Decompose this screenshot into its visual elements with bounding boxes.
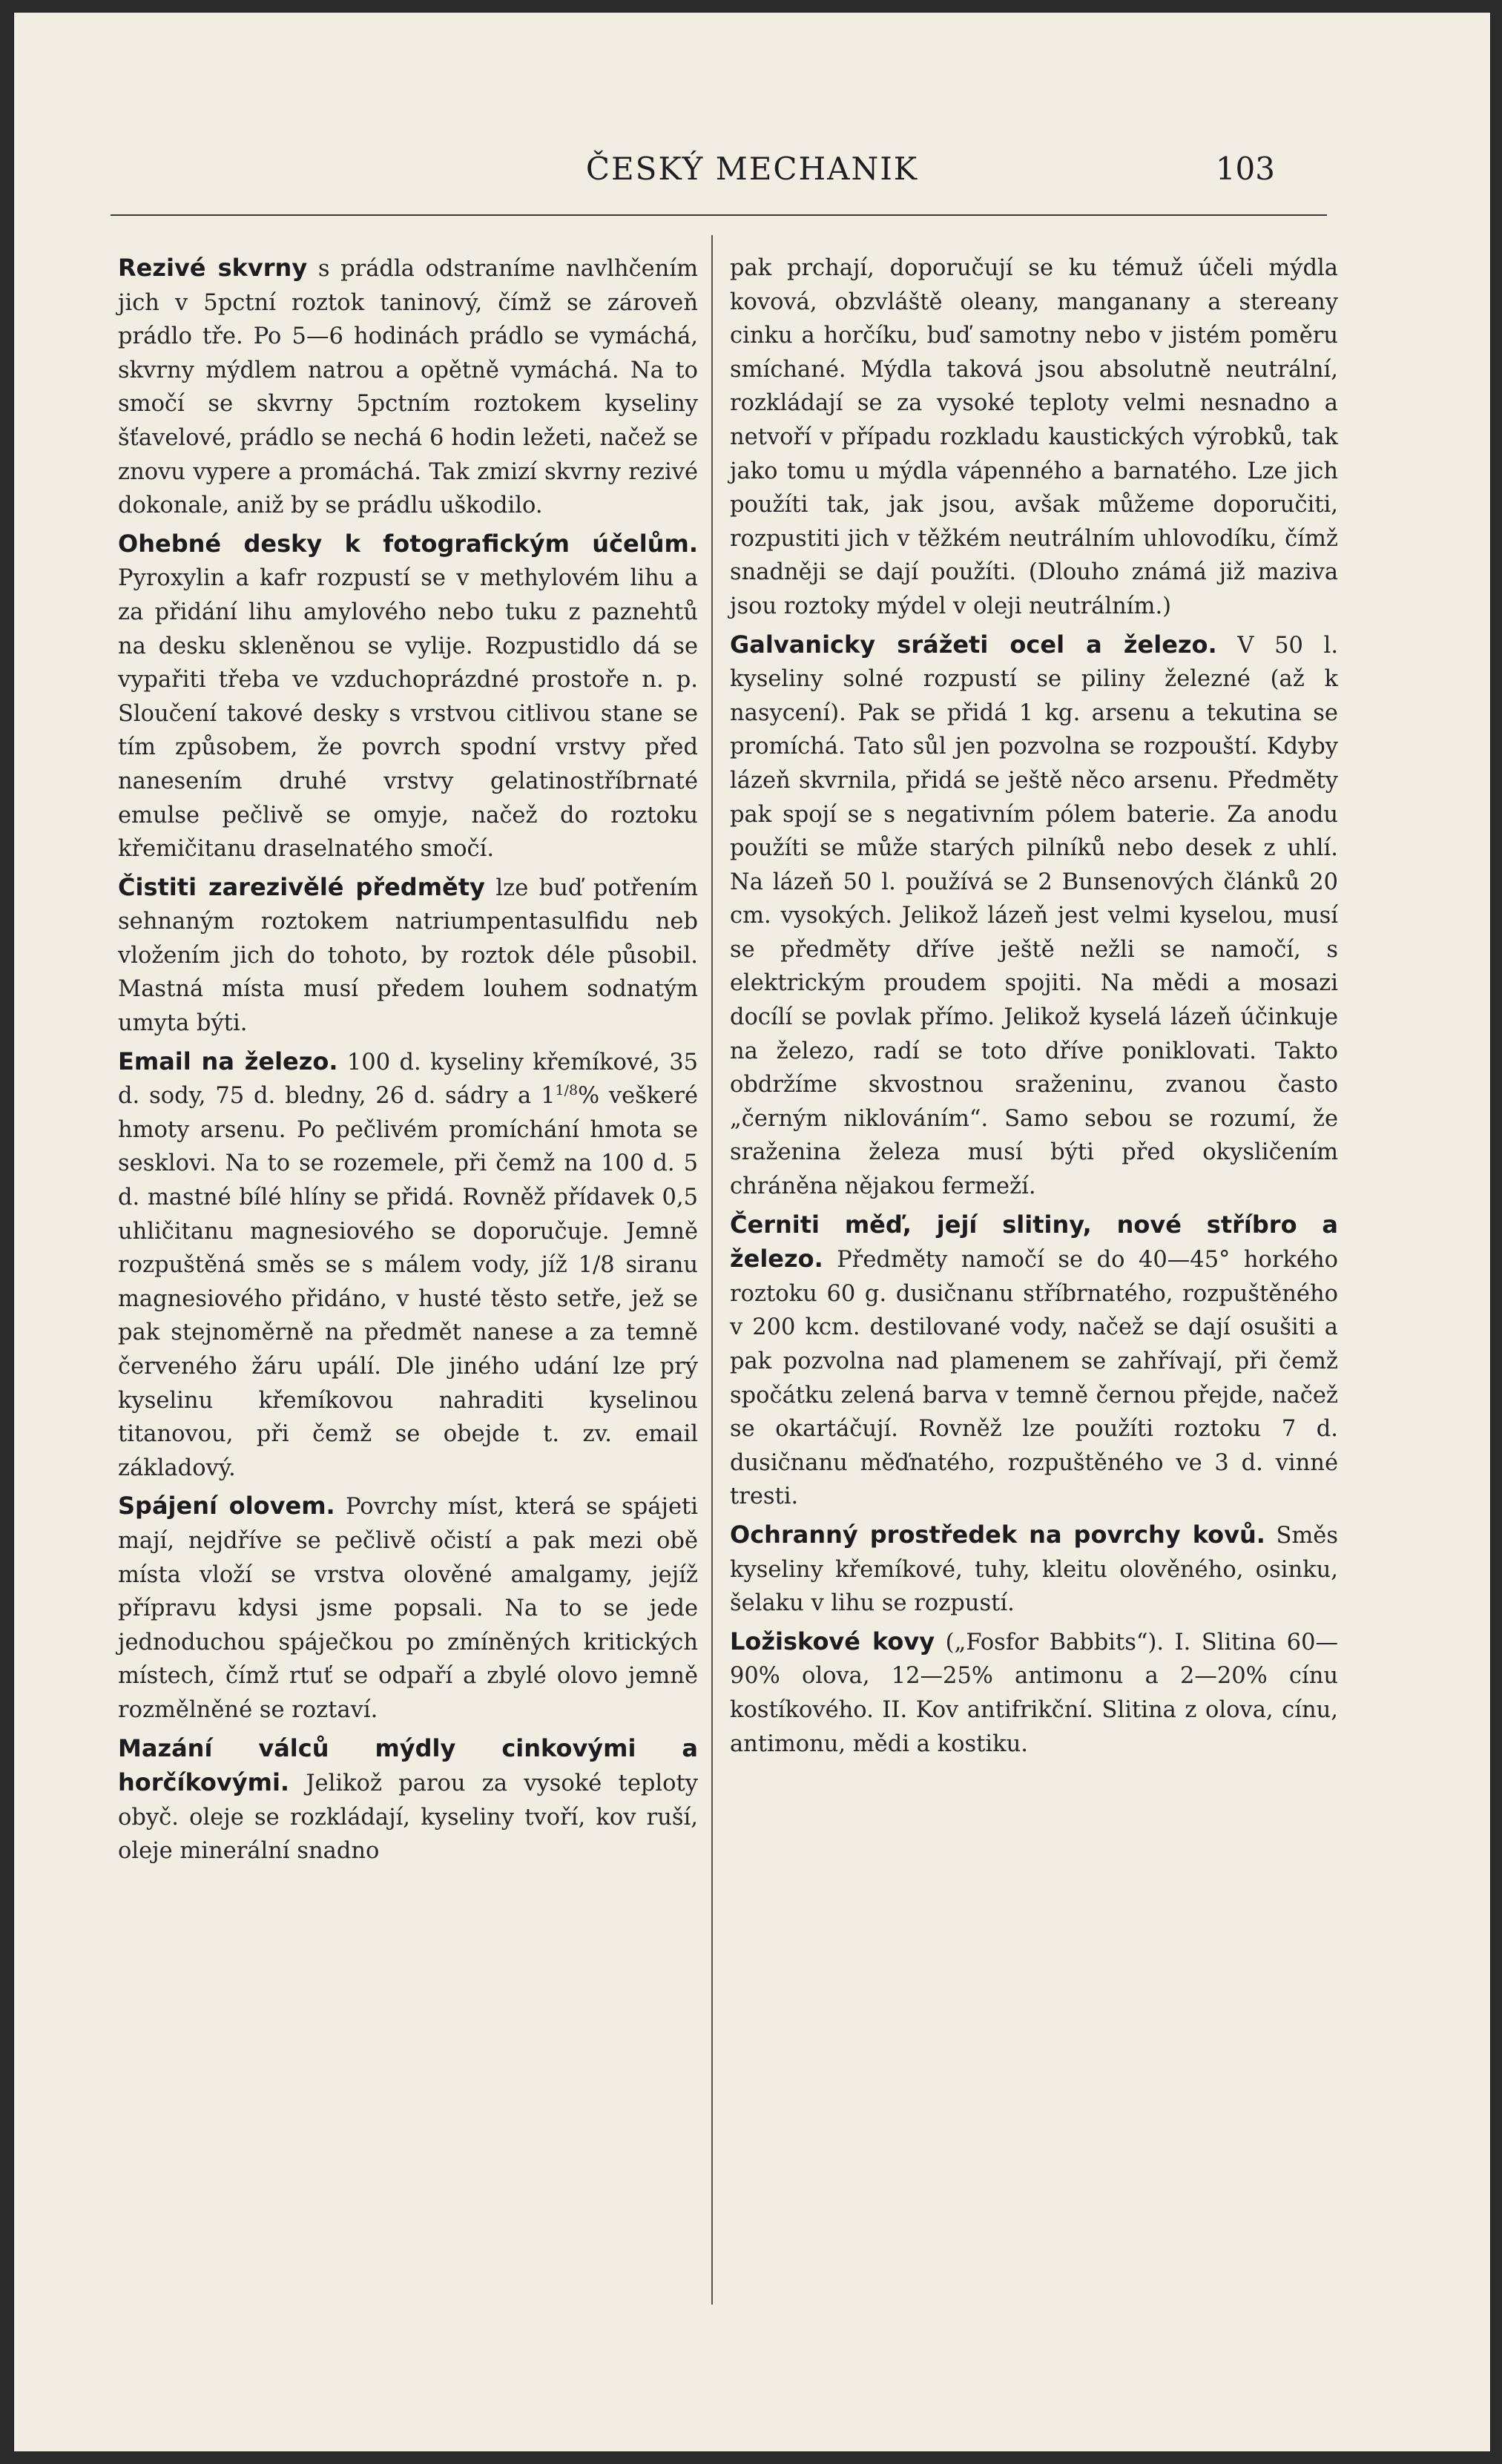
article-ohebne-desky <box>118 527 698 866</box>
article-heading: Email na železo. <box>118 1047 338 1075</box>
article-body: V 50 l. kyseliny solné rozpustí se piliny železné (až k nasycení). Pak se přidá 1 kg. arsenu a tekutina se promíchá. Tato sůl jen pozvolna se rozpouští. Kdyby lázeň skvrnila, přidá se ještě něco arsenu. Předměty pak spojí se s negativním pólem baterie. Za anodu použíti se může starých pilníků nebo desek z uhlí. Na lázeň 50 l. používá se 2 Bunsenových článků 20 cm. vysokých. Jelikož lázeň jest velmi kyselou, musí se předměty dříve ještě nežli se namočí, s elektrickým proudem spojiti. Na mědi a mosazi docílí se povlak přímo. Jelikož kyselá lázeň účinkuje na železo, radí se toto dříve poniklovati. Takto obdržíme skvostnou sraženinu, zvanou často „černým niklováním“. Samo sebou se rozumí, že sraženina železa musí býti před okysličením chráněna nějakou fermeží. <box>730 632 1339 1200</box>
article-body: lze buď potřením sehnaným roztokem natriumpentasulfidu neb vložením jich do tohoto, by roztok déle působil. Mastná místa musí předem louhem sodnatým umyta býti. <box>118 874 698 1037</box>
article-continuation <box>730 251 1338 624</box>
article-heading: Rezivé skvrny <box>118 254 308 282</box>
article-body: 100 d. kyseliny křemíkové, 35 d. sody, 75 d. bledny, 26 d. sádry a 1 <box>118 1049 699 1110</box>
article-cerniti-med <box>730 1208 1338 1514</box>
fraction: 1/8 <box>555 1082 579 1099</box>
column-divider <box>711 235 713 2305</box>
left-column <box>118 251 698 1868</box>
article-spajeni-olovem <box>118 1489 698 1727</box>
header-rule <box>111 214 1327 216</box>
article-cistiti-predmety <box>118 871 698 1041</box>
article-heading: Čistiti zarezivělé předměty <box>118 872 485 901</box>
article-heading: Mazání válců mýdly cinkovými a horčíkovými. <box>118 1733 698 1797</box>
article-email-na-zelezo <box>118 1045 698 1486</box>
article-body-continued: % veškeré hmoty arsenu. Po pečlivém promíchání hmota se sesklovi. Na to se rozemele, při čemž na 100 d. 5 d. mastné bílé hlíny se přidá. Rovněž přídavek 0,5 uhličitanu magnesiového se doporučuje. Jemně rozpuštěná směs se s málem vody, jíž 1/8 siranu magnesiového přidáno, v husté těsto setře, jež se pak stejnoměrně na předmět nanese a za temně červeného žáru upálí. Dle jiného udání lze prý kyselinu křemíkovou nahraditi kyselinou titanovou, při čemž se obejde t. zv. email základový. <box>118 1083 698 1481</box>
article-heading: Spájení olovem. <box>118 1492 335 1521</box>
right-column <box>730 251 1338 1761</box>
article-galvanicky-srazeti <box>730 628 1338 1204</box>
article-body: Směs kyseliny křemíkové, tuhy, kleitu olověného, osinku, šelaku v lihu se rozpustí. <box>730 1522 1339 1617</box>
article-heading: Ložiskové kovy <box>730 1627 935 1656</box>
page-header <box>14 151 1490 195</box>
article-heading: Ochranný prostředek na povrchy kovů. <box>730 1520 1265 1549</box>
article-body: Povrchy míst, která se spájeti mají, nejdříve se pečlivě očistí a pak mezi obě místa vloží se vrstva olověné amalgamy, jejíž přípravu kdysi jsme popsali. Na to se jede jednoduchou spáječkou po zmíněných kritických místech, čímž rtuť se odpaří a zbylé olovo jemně rozmělněné se roztaví. <box>118 1494 699 1723</box>
article-heading: Galvanicky srážeti ocel a železo. <box>730 630 1217 659</box>
article-body: s prádla odstraníme navlhčením jich v 5pctní roztok taninový, čímž se zároveň prádlo tře. Po 5—6 hodinách prádlo se vymáchá, skvrny mýdlem natrou a opětně vymáchá. Na to smočí se skvrny 5pctním roztokem kyseliny šťavelové, prádlo se nechá 6 hodin ležeti, načež se znovu vypere a promáchá. Tak zmizí skvrny rezivé dokonale, aniž by se prádlu uškodilo. <box>118 256 698 519</box>
article-body: pak prchají, doporučují se ku témuž účeli mýdla kovová, obzvláště oleany, manganany a stereany cinku a horčíku, buď samotny nebo v jistém poměru smíchané. Mýdla taková jsou absolutně neutrální, rozkládají se za vysoké teploty velmi nesnadno a netvoří v případu rozkladu kaustických výrobků, tak jako tomu u mýdla vápenného a barnatého. Lze jich použíti tak, jak jsou, avšak můžeme doporučiti, rozpustiti jich v těžkém neutrálním uhlovodíku, čímž snadněji se dají použíti. (Dlouho známá již maziva jsou roztoky mýdel v oleji neutrálním.) <box>730 255 1338 619</box>
page-number: 103 <box>1215 151 1275 187</box>
article-body: Jelikož parou za vysoké teploty obyč. oleje se rozkládají, kyseliny tvoří, kov ruší, oleje minerální snadno <box>118 1770 698 1865</box>
article-heading: Ohebné desky k fotografickým účelům. <box>118 529 698 558</box>
article-ochranny-prostredek <box>730 1518 1338 1621</box>
article-body: Předměty namočí se do 40—45° horkého roztoku 60 g. dusičnanu stříbrnatého, rozpuštěného v 200 kcm. destilované vody, načež se dají osušiti a pak pozvolna nad plamenem se zahřívají, při čemž spočátku zelená barva v temně černou přejde, načež se okartáčují. Rovněž lze použíti roztoku 7 d. dusičnanu měďnatého, rozpuštěného ve 3 d. vinné tresti. <box>730 1247 1338 1510</box>
article-mazani-valcu <box>118 1732 698 1868</box>
article-rezive-skvrny <box>118 251 698 523</box>
article-loziskove-kovy <box>730 1625 1338 1761</box>
article-body: („Fosfor Babbits“). I. Slitina 60—90% olova, 12—25% antimonu a 2—20% cínu kostíkového. II. Kov antifrikční. Slitina z olova, cínu, antimonu, mědi a kostiku. <box>730 1629 1338 1757</box>
article-body: Pyroxylin a kafr rozpustí se v methylovém lihu a za přidání lihu amylového nebo tuku z paznehtů na desku skleněnou se vylije. Rozpustidlo dá se vypařiti třeba ve vzduchoprázdné prostoře n. p. Sloučení takové desky s vrstvou citlivou stane se tím způsobem, že povrch spodní vrstvy před nanesením druhé vrstvy gelatinostříbrnaté emulse pečlivě se omyje, načež do roztoku křemičitanu draselnatého smočí. <box>118 565 698 863</box>
article-heading: Černiti měď, její slitiny, nové stříbro a železo. <box>730 1210 1338 1274</box>
running-title: ČESKÝ MECHANIK <box>585 151 919 187</box>
page <box>13 12 1491 2452</box>
